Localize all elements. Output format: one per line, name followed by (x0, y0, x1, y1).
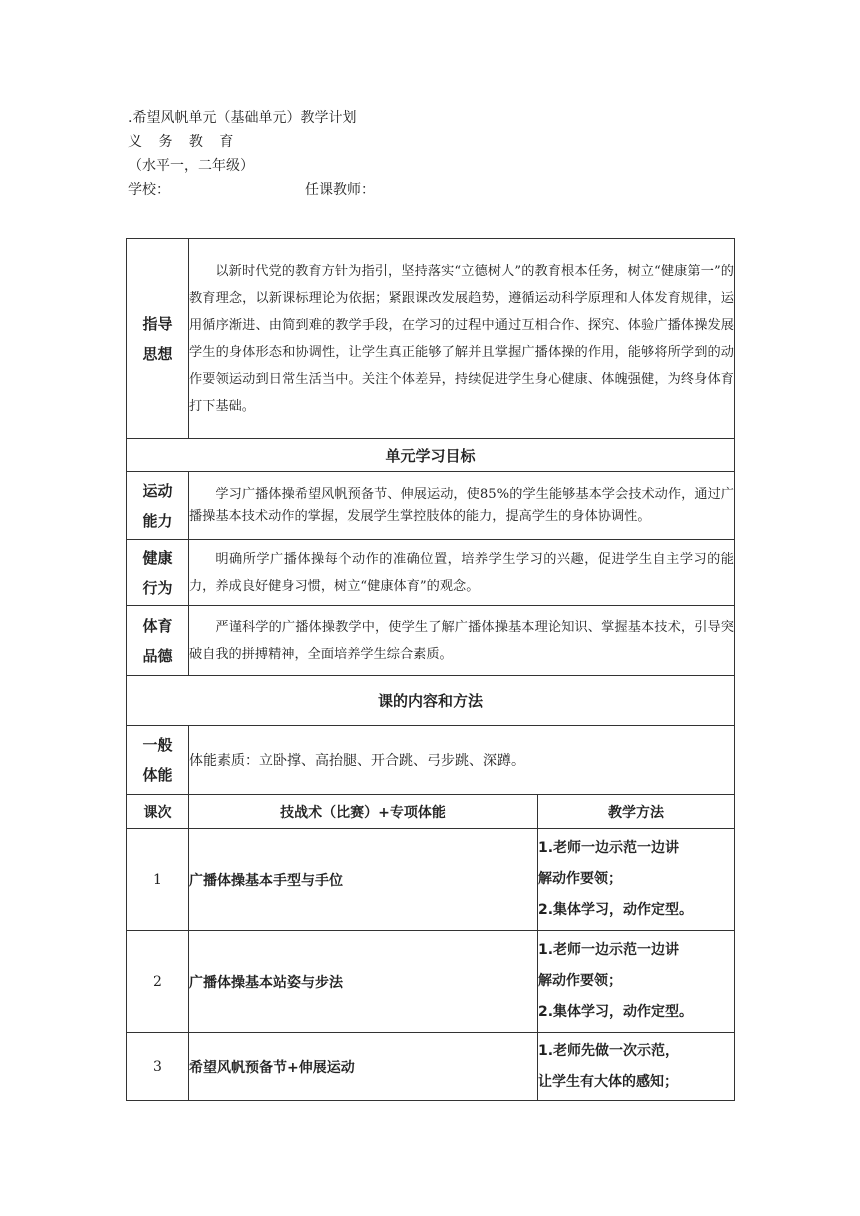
goal-label-motor: 运动 能力 (127, 472, 189, 540)
goal-row (127, 472, 735, 540)
lesson-content-header: 技战术（比赛）+专项体能 (189, 795, 538, 829)
unit-goals-title: 单元学习目标 (127, 439, 735, 472)
guiding-row (127, 239, 735, 439)
lesson-num-header: 课次 (127, 795, 189, 829)
content-title-row (127, 676, 735, 726)
goal-row (127, 540, 735, 606)
education-type: 义 务 教 育 (128, 134, 240, 150)
table-row (127, 1033, 735, 1101)
lesson-num: 2 (127, 931, 189, 1033)
lesson-content: 广播体操基本站姿与步法 (189, 931, 538, 1033)
lesson-content: 希望风帆预备节+伸展运动 (189, 1033, 538, 1101)
goal-label-ethics: 体育 品德 (127, 606, 189, 676)
school-teacher-line (128, 178, 375, 202)
lesson-content: 广播体操基本手型与手位 (189, 829, 538, 931)
lesson-num: 3 (127, 1033, 189, 1101)
unit-goals-title-row (127, 439, 735, 472)
lesson-method: 1.老师一边示范一边讲 解动作要领； 2.集体学习，动作定型。 (538, 931, 735, 1033)
general-fitness-label: 一般 体能 (127, 726, 189, 795)
goal-row (127, 606, 735, 676)
teaching-plan-table (126, 238, 735, 1101)
lesson-method: 1.老师先做一次示范， 让学生有大体的感知； (538, 1033, 735, 1101)
table-row (127, 931, 735, 1033)
general-fitness-text: 体能素质：立卧撑、高抬腿、开合跳、弓步跳、深蹲。 (189, 726, 735, 795)
teacher-label: 任课教师： (305, 182, 375, 198)
guiding-label: 指导 思想 (127, 239, 189, 439)
lesson-header-row (127, 795, 735, 829)
general-fitness-row (127, 726, 735, 795)
goal-text-motor: 学习广播体操希望风帆预备节、伸展运动，使85%的学生能够基本学会技术动作，通过广播操基本技术动作的掌握，发展学生掌控肢体的能力，提高学生的身体协调性。 (189, 472, 735, 540)
content-title: 课的内容和方法 (127, 676, 735, 726)
grade-level: （水平一，二年级） (128, 158, 254, 174)
lesson-method: 1.老师一边示范一边讲 解动作要领； 2.集体学习，动作定型。 (538, 829, 735, 931)
document-header (128, 106, 375, 202)
lesson-num: 1 (127, 829, 189, 931)
document-title: .希望风帆单元（基础单元）教学计划 (128, 110, 357, 126)
goal-label-health: 健康 行为 (127, 540, 189, 606)
lesson-method-header: 教学方法 (538, 795, 735, 829)
goal-text-ethics: 严谨科学的广播体操教学中，使学生了解广播体操基本理论知识、掌握基本技术，引导突破自我的拼搏精神，全面培养学生综合素质。 (189, 606, 735, 676)
goal-text-health: 明确所学广播体操每个动作的准确位置，培养学生学习的兴趣，促进学生自主学习的能力，养成良好健身习惯，树立“健康体育”的观念。 (189, 540, 735, 606)
school-label: 学校： (128, 182, 170, 198)
guiding-text: 以新时代党的教育方针为指引，坚持落实“立德树人”的教育根本任务，树立“健康第一”的教育理念，以新课标理论为依据；紧跟课改发展趋势，遵循运动科学原理和人体发育规律，运用循序渐进、由简到难的教学手段，在学习的过程中通过互相合作、探究、体验广播体操发展学生的身体形态和协调性，让学生真正能够了解并且掌握广播体操的作用，能够将所学到的动作要领运动到日常生活当中。关注个体差异，持续促进学生身心健康、体魄强健，为终身体育打下基础。 (189, 239, 735, 439)
table-row (127, 829, 735, 931)
